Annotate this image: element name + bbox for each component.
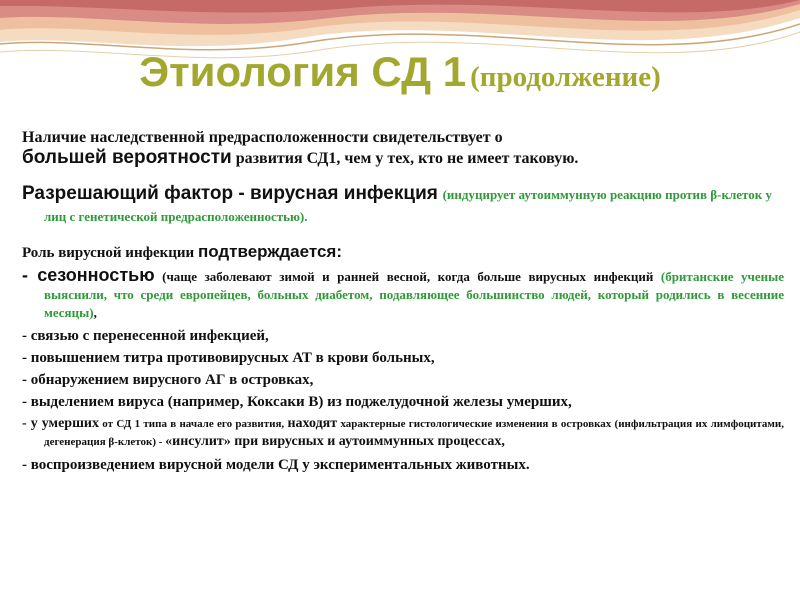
list-item-infection: - связью с перенесенной инфекцией, (22, 328, 269, 344)
paragraph-role (22, 241, 784, 264)
insulitis-lead: - у умерших (22, 416, 99, 431)
slide-body (22, 128, 784, 476)
seasonality-note: (чаще заболевают зимой и ранней весной, когда больше вирусных инфекций (162, 269, 654, 284)
role-confirmed: подтверждается: (197, 242, 343, 261)
list-item-insulitis (22, 415, 784, 451)
list-item-virus-isolation: - выделением вируса (например, Коксаки В) из поджелудочной железы умерших, (22, 394, 572, 410)
slide-title-main: Этиология СД 1 (139, 48, 467, 95)
seasonality-lead: - сезонностью (22, 265, 155, 285)
spacer (22, 169, 784, 183)
insulitis-term: «инсулит» при вирусных и аутоиммунных процессах, (165, 434, 505, 449)
heredity-rest: развития СД1, чем у тех, кто не имеет таковую. (235, 150, 579, 167)
slide-title (0, 48, 800, 96)
insulitis-find: находят (287, 416, 338, 431)
list-item-antibodies: - повышением титра противовирусных АТ в крови больных, (22, 350, 435, 366)
heredity-emphasis: большей вероятности (22, 147, 232, 168)
insulitis-type: от СД 1 типа в начале его развития, (102, 418, 285, 430)
trigger-note: (индуцирует аутоиммунную реакцию против β-клеток у лиц с генетической предрасположенностью). (44, 187, 772, 224)
paragraph-seasonality (22, 266, 784, 322)
seasonality-comma: , (93, 305, 97, 320)
spacer (22, 227, 784, 241)
paragraph-heredity-line1: Наличие наследственной предрасположенности свидетельствует о (22, 129, 503, 146)
list-item-model: - воспроизведением вирусной модели СД у экспериментальных животных. (22, 457, 530, 473)
slide-title-sub: (продолжение) (470, 61, 661, 93)
role-lead: Роль вирусной инфекции (22, 245, 195, 261)
paragraph-heredity (22, 128, 784, 169)
paragraph-trigger (22, 183, 784, 227)
insulitis-changes: характерные гистологические изменения в островках (инфильтрация их лимфоцитами, дегенерация β-клеток) - (44, 418, 785, 448)
list-item-antigen: - обнаружением вирусного АГ в островках, (22, 372, 314, 388)
paragraph-heredity-line2 (22, 148, 784, 169)
seasonality-british-study: (британские ученые выяснили, что среди европейцев, больных диабетом, подавляющее большинство людей, который родились в весенние месяцы) (44, 269, 785, 320)
trigger-factor: Разрешающий фактор - вирусная инфекция (22, 183, 438, 204)
